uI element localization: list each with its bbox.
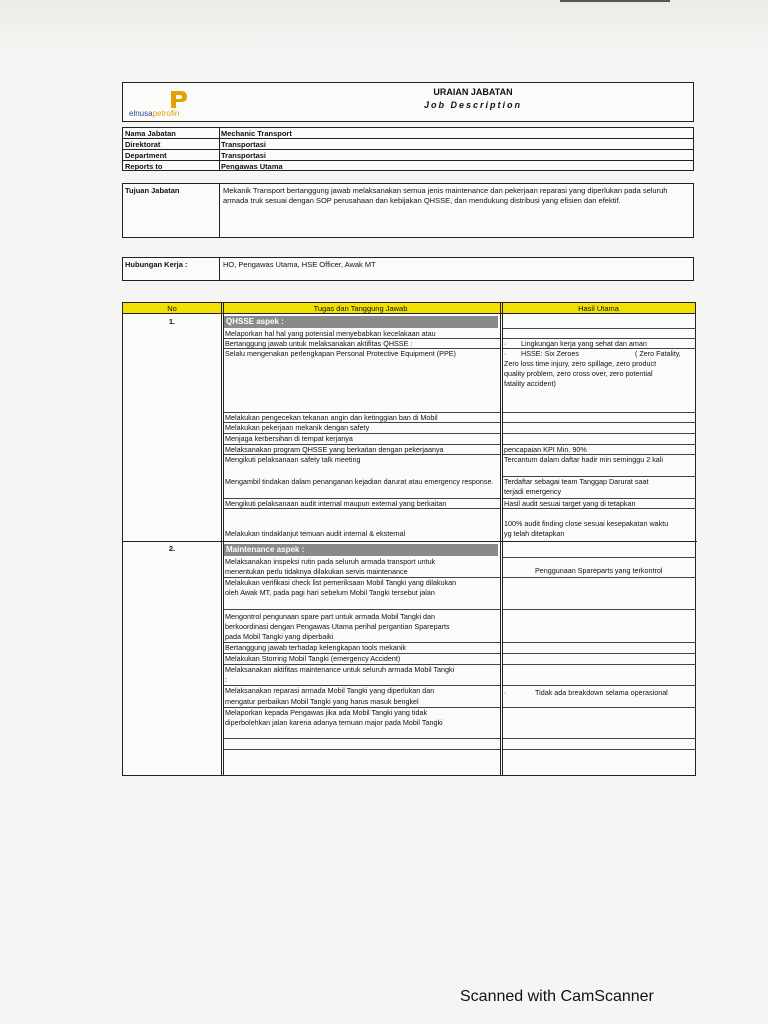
row-line [224, 664, 500, 665]
task-item: Melakukan pekerjaan mekanik dengan safety [225, 423, 370, 432]
row-line [224, 577, 500, 578]
row-line [503, 749, 696, 750]
result-item: Lingkungan kerja yang sehat dan aman [521, 339, 647, 348]
row-line [224, 653, 500, 654]
result-item: Tercantum dalam daftar hadir min seminggu 2 kali [504, 455, 663, 464]
row-line [503, 642, 696, 643]
purpose-text: Mekanik Transport bertanggung jawab melaksanakan semua jenis maintenance dan pekerjaan reparasi yang diperlukan pada seluruh armada truk sesuai dengan SOP perusahaan dan kebijakan QHSSE, dan mendukung distribusi yang efisien dan efektif. [223, 186, 668, 205]
row-line [503, 433, 696, 434]
row-line [503, 412, 696, 413]
column-divider [502, 303, 503, 775]
result-item: Hasil audit sesuai target yang di tetapkan [504, 499, 636, 508]
task-item: Mengambil tindakan dalam penanganan kejadian darurat atau emergency response. [225, 477, 494, 486]
result-item: Zero loss time injury, zero spillage, zero product [504, 359, 657, 368]
section-number: 2. [168, 544, 176, 553]
info-label: Nama Jabatan [125, 129, 176, 138]
row-line [224, 454, 500, 455]
task-item: Melaporkan kepada Pengawas jika ada Mobil Tangki yang tidak [225, 708, 428, 717]
info-value: Mechanic Transport [221, 129, 292, 138]
result-item: yg telah ditetapkan [504, 529, 565, 538]
result-item: pencapaian KPI Min. 90% [504, 445, 587, 454]
result-item: Tidak ada breakdown selama operasional [535, 688, 668, 697]
row-line [503, 685, 696, 686]
row-line [224, 348, 500, 349]
column-divider [221, 303, 222, 775]
info-row [123, 161, 693, 172]
row-line [503, 609, 696, 610]
row-line [224, 338, 500, 339]
info-label: Direktorat [125, 140, 161, 149]
task-item: mengatur perbaikan Mobil Tangki yang harus masuk bengkel [225, 697, 419, 706]
info-value: Transportasi [221, 151, 267, 160]
row-line [224, 433, 500, 434]
task-item: Melakukan pengecekan tekanan angin dan ketinggian ban di Mobil [225, 413, 438, 422]
column-divider [500, 303, 501, 775]
task-item: Melaksanakan inspeksi rutin pada seluruh armada transport untuk [225, 557, 436, 566]
row-line [224, 707, 500, 708]
result-item: quality problem, zero cross over, zero potential [504, 369, 653, 378]
row-line [224, 609, 500, 610]
company-logo-icon [167, 89, 189, 109]
row-line [503, 664, 696, 665]
column-divider [223, 303, 224, 775]
company-logo-text: elnusapetrofin [129, 109, 180, 118]
page-edge-shadow [0, 0, 768, 55]
task-item: Melaporkan hal hal yang potensial menyebabkan kecelakaan atau [225, 329, 436, 338]
column-header-results: Hasil Utama [578, 304, 619, 313]
row-line [224, 508, 500, 509]
task-item: Melakukan verifikasi check list pemeriksaan Mobil Tangki yang dilakukan [225, 578, 457, 587]
info-value: Pengawas Utama [221, 162, 283, 171]
task-item: Bertanggung jawab terhadap kelengkapan tools mekanik [225, 643, 407, 652]
info-value: Transportasi [221, 140, 267, 149]
purpose-label: Tujuan Jabatan [125, 186, 180, 195]
row-line [224, 685, 500, 686]
task-item: : [225, 675, 227, 684]
company-logo [129, 89, 219, 119]
task-item: oleh Awak MT, pada pagi hari sebelum Mobil Tangki tersebut jalan [225, 588, 435, 597]
task-item: Melakukan Storring Mobil Tangki (emergency Accident) [225, 654, 401, 663]
page-edge-line [560, 0, 670, 2]
result-item: HSSE: Six Zeroes [521, 349, 579, 358]
result-bullet: · [504, 349, 507, 358]
column-header-tasks: Tugas dan Tanggung Jawab [313, 304, 408, 313]
column-header-no: No [167, 304, 177, 313]
relations-section [122, 257, 694, 281]
task-item: Melaksanakan program QHSSE yang berkaitan dengan pekerjaanya [225, 445, 444, 454]
row-line [224, 738, 500, 739]
task-item: menentukan perlu tidaknya dilakukan servis maintenance [225, 567, 408, 576]
row-line [503, 422, 696, 423]
info-row [123, 139, 693, 150]
result-bullet: · [504, 339, 507, 348]
task-item: diperbolehkan jalan karena adanya temuan major pada Mobil Tangki [225, 718, 443, 727]
result-item: fatality accident) [504, 379, 556, 388]
task-item: Melakukan tindaklanjut temuan audit internal & eksternal [225, 529, 406, 538]
task-item: Bertanggung jawab untuk melaksanakan aktifitas QHSSE : [225, 339, 413, 348]
row-line [503, 653, 696, 654]
row-line [503, 577, 696, 578]
result-item: terjadi emergency [504, 487, 562, 496]
scanner-watermark: Scanned with CamScanner [460, 988, 654, 1005]
task-item: Mengikuti pelaksanaan audit internal maupun external yang berkaitan [225, 499, 447, 508]
duties-table [122, 302, 696, 776]
task-item: Melaksanakan aktifitas maintenance untuk seluruh armada Mobil Tangki [225, 665, 455, 674]
row-line [503, 557, 696, 558]
result-item: Terdaftar sebagai team Tanggap Darurat saat [504, 477, 649, 486]
row-line [224, 444, 500, 445]
task-item: Melaksanakan reparasi armada Mobil Tangki yang diperlukan dan [225, 686, 435, 695]
document-header [122, 82, 694, 122]
result-item: Penggunaan Spareparts yang terkontrol [535, 566, 663, 575]
relations-divider [219, 258, 220, 280]
row-line [224, 642, 500, 643]
section-number: 1. [168, 317, 176, 326]
info-label: Department [125, 151, 167, 160]
task-item: pada Mobil Tangki yang diperbaiki [225, 632, 334, 641]
purpose-divider [219, 184, 220, 237]
row-line [503, 707, 696, 708]
duties-table-header [123, 303, 695, 314]
task-item: Selalu mengenakan perlengkapan Personal Protective Equipment (PPE) [225, 349, 456, 358]
row-line [503, 328, 696, 329]
task-item: Mengontrol pengunaan spare part untuk armada Mobil Tangki dan [225, 612, 436, 621]
result-bullet: · [504, 688, 507, 697]
row-line [224, 422, 500, 423]
row-line [224, 412, 500, 413]
info-row [123, 150, 693, 161]
info-label: Reports to [125, 162, 163, 171]
section-heading: QHSSE aspek : [224, 316, 498, 328]
row-line [503, 738, 696, 739]
row-line [224, 498, 500, 499]
purpose-section [122, 183, 694, 238]
job-info-table [122, 127, 694, 171]
task-item: Menjaga kerbersihan di tempat kerjanya [225, 434, 353, 443]
document-subtitle: Job Description [423, 100, 522, 110]
task-item: Mengikuti pelaksanaan safety talk meeting [225, 455, 361, 464]
result-item: 100% audit finding close sesuai kesepakatan waktu [504, 519, 669, 528]
document-title: URAIAN JABATAN [433, 87, 513, 97]
section-heading: Maintenance aspek : [224, 544, 498, 556]
info-row [123, 128, 693, 139]
relations-value: HO, Pengawas Utama, HSE Officer, Awak MT [223, 260, 376, 269]
section-divider [123, 541, 697, 542]
row-line [224, 749, 500, 750]
task-item: berkoordinasi dengan Pengawas Utama perihal pergantian Spareparts [225, 622, 450, 631]
relations-label: Hubungan Kerja : [125, 260, 188, 269]
result-item: ( Zero Fatality, [635, 349, 681, 358]
